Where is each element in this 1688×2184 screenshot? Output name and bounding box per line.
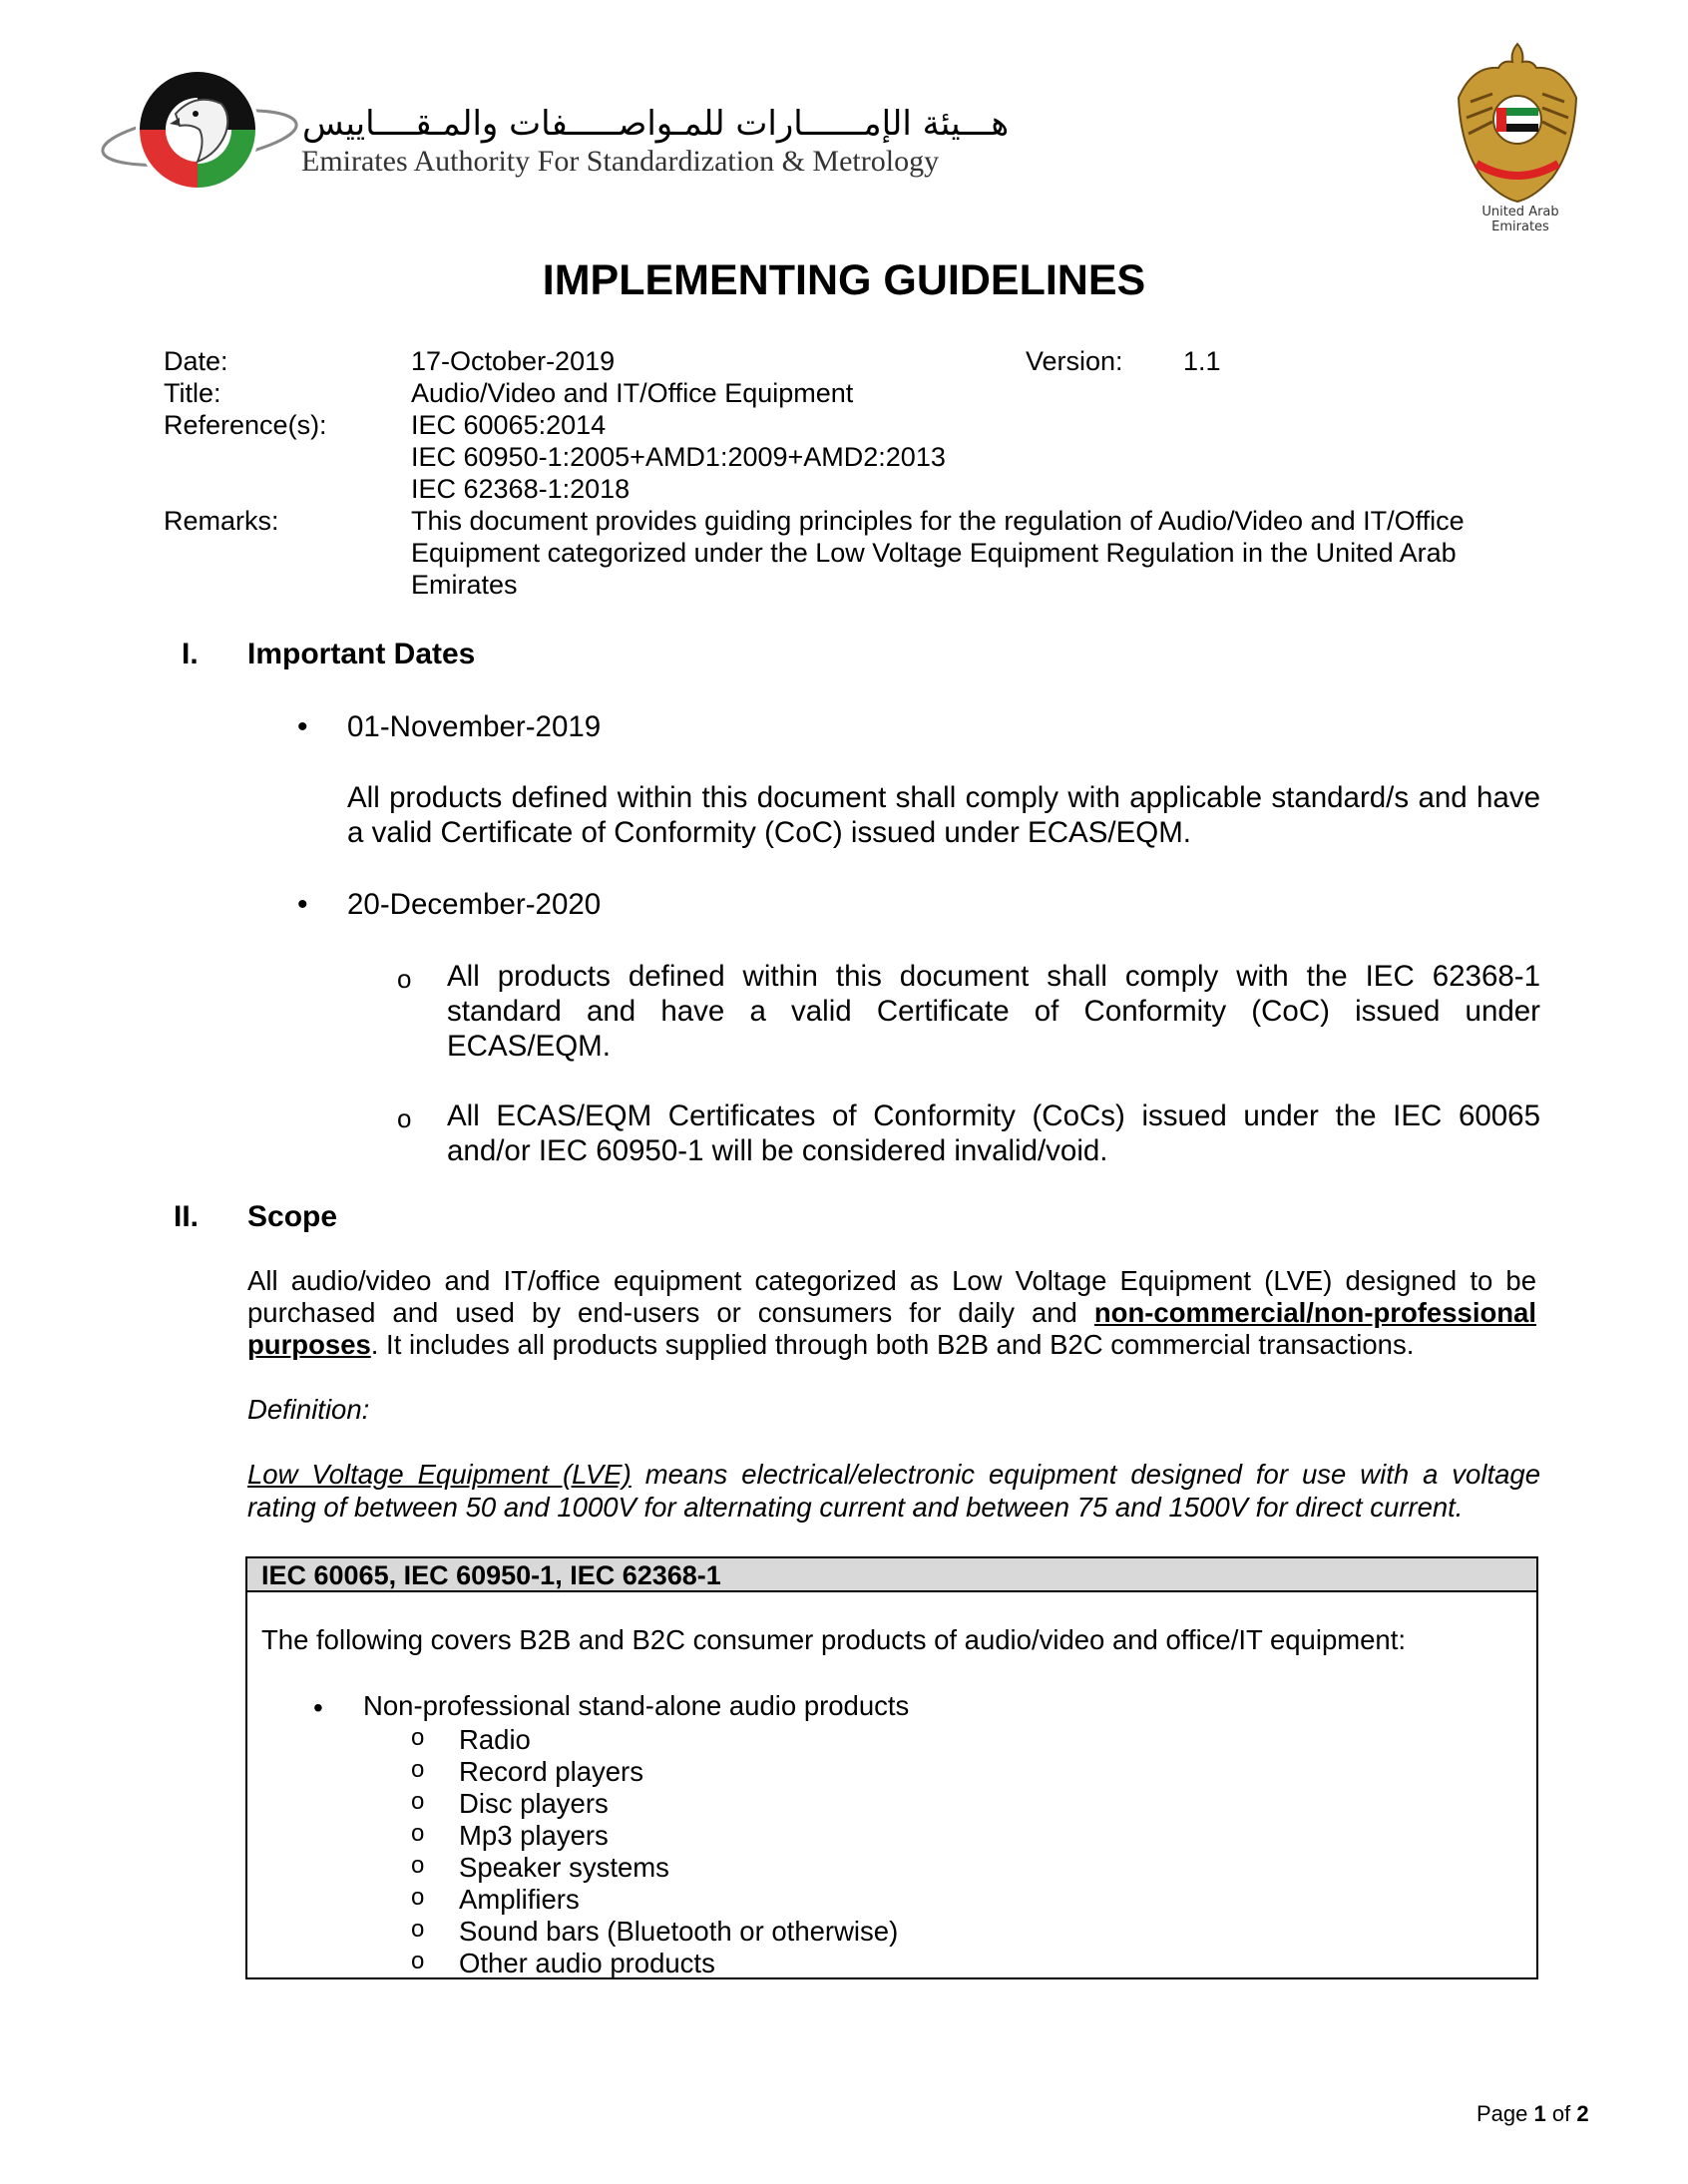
scope-text-start: All audio/video and IT/office equipment categorized as Low Voltage Equipment (LVE) designed to be purchased and used by end-users or consumers for daily and (247, 1265, 1536, 1328)
circle-bullet-icon: o (411, 1948, 425, 1974)
remarks-value: This document provides guiding principles for the regulation of Audio/Video and IT/Office Equipment categorized under the Low Voltage Equipment Regulation in the United Arab Emirates (411, 506, 1465, 600)
standards-table: IEC 60065, IEC 60950-1, IEC 62368-1 The following covers B2B and B2C consumer products of audio/video and office/IT equipment: • Non-professional stand-alone audio products o Radio o Record players o Disc players o Mp3 players o Speaker systems o Amplifiers o Sound bars (Bluetooth or otherwise) o Other audio products (245, 1556, 1538, 1979)
version-label: Version: (1026, 346, 1123, 376)
section-number: I. (182, 638, 199, 670)
section-title-important-dates: Important Dates (247, 638, 476, 670)
scope-text-end: . It includes all products supplied through both B2B and B2C commercial transactions. (370, 1329, 1415, 1360)
circle-bullet-icon: o (397, 964, 412, 994)
org-name-arabic: هـــيئة الإمــــــارات للمـواصـــــفات والمـقــــاييس (302, 104, 1010, 144)
esma-falcon-logo-icon (100, 58, 299, 203)
important-date-2-item: All ECAS/EQM Certificates of Conformity (CoCs) issued under the IEC 60065 and/or IEC 60950-1 will be considered invalid/void. (447, 1099, 1540, 1167)
important-date-2: 20-December-2020 (347, 888, 602, 921)
bullet-icon: • (313, 1692, 323, 1723)
definition-body: means electrical/electronic equipment designed for use with a voltage rating of between 50 and 1000V for alternating current and between 75 and 1500V for direct current. (247, 1459, 1540, 1523)
bullet-icon: • (297, 888, 308, 921)
page-number: Page 1 of 2 (1477, 2101, 1589, 2126)
references-label: Reference(s): (164, 410, 327, 440)
definition-label: Definition: (247, 1394, 370, 1425)
uae-eagle-emblem-icon (1453, 38, 1582, 208)
circle-bullet-icon: o (411, 1916, 425, 1943)
table-header (247, 1558, 1536, 1592)
section-number: II. (174, 1200, 200, 1233)
scope-paragraph (247, 1265, 1536, 1361)
definition-paragraph (247, 1458, 1540, 1524)
circle-bullet-icon: o (411, 1788, 425, 1815)
date-value: 17-October-2019 (411, 346, 616, 376)
definition-term: Low Voltage Equipment (LVE) (247, 1459, 632, 1490)
scope-emphasis: non-commercial/non-professional purposes (247, 1297, 1536, 1360)
title-value: Audio/Video and IT/Office Equipment (411, 378, 854, 408)
bullet-icon: • (297, 710, 308, 743)
table-intro: The following covers B2B and B2C consumer products of audio/video and office/IT equipment: (261, 1624, 1407, 1655)
circle-bullet-icon: o (411, 1724, 425, 1751)
important-date-1-text: All products defined within this document shall comply with applicable standard/s and have a valid Certificate of Conformity (CoC) issued under ECAS/EQM. (347, 781, 1540, 849)
circle-bullet-icon: o (411, 1852, 425, 1879)
org-name-english: Emirates Authority For Standardization & Metrology (301, 145, 940, 178)
circle-bullet-icon: o (397, 1103, 412, 1133)
date-label: Date: (164, 346, 228, 376)
remarks-label: Remarks: (164, 506, 279, 536)
title-label: Title: (164, 378, 221, 408)
emblem-caption: United Arab Emirates (1481, 205, 1559, 234)
table-header-text: IEC 60065, IEC 60950-1, IEC 62368-1 (261, 1560, 721, 1590)
circle-bullet-icon: o (411, 1820, 425, 1847)
reference-item: IEC 60950-1:2005+AMD1:2009+AMD2:2013 (411, 442, 946, 472)
document-title: IMPLEMENTING GUIDELINES (542, 256, 1146, 304)
section-title-scope: Scope (247, 1200, 338, 1233)
reference-item: IEC 62368-1:2018 (411, 474, 631, 504)
circle-bullet-icon: o (411, 1884, 425, 1911)
important-date-1: 01-November-2019 (347, 710, 602, 743)
circle-bullet-icon: o (411, 1756, 425, 1783)
table-item-label: Non-professional stand-alone audio products (363, 1690, 910, 1721)
reference-item: IEC 60065:2014 (411, 410, 607, 440)
important-date-2-item: All products defined within this document shall comply with the IEC 62368-1 standard and have a valid Certificate of Conformity (CoC) issued under ECAS/EQM. (447, 960, 1540, 1063)
version-value: 1.1 (1183, 346, 1221, 376)
